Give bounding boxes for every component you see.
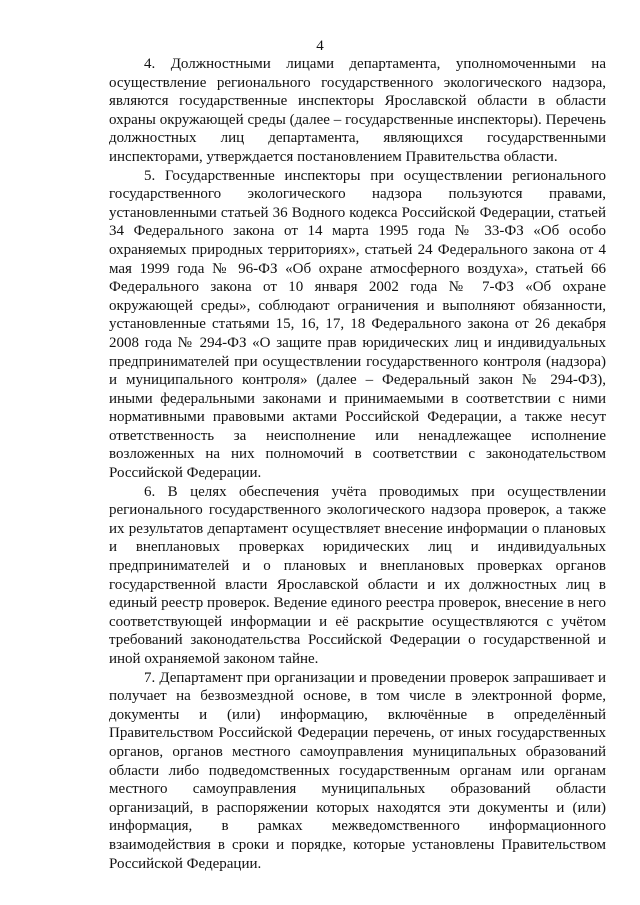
paragraph-5: 5. Государственные инспекторы при осуществлении регионального государственного экологического надзора пользуются правами, установленными статьей 36 Водного кодекса Российской Федерации, статьей 34 Федерального закона от 14 марта 1995 года № 33-ФЗ «Об особо охраняемых природных территориях», статьей 24 Федерального закона от 4 мая 1999 года № 96-ФЗ «Об охране атмосферного воздуха», статьей 66 Федерального закона от 10 января 2002 года № 7-ФЗ «Об охране окружающей среды», соблюдают ограничения и выполняют обязанности, установленные статьями 15, 16, 17, 18 Федерального закона от 26 декабря 2008 года № 294-ФЗ «О защите прав юридических лиц и индивидуальных предпринимателей при осуществлении государственного контроля (надзора) и муниципального контроля» (далее – Федеральный закон № 294-ФЗ), иными федеральными законами и принимаемыми в соответствии с ними нормативными правовыми актами Российской Федерации, а также несут ответственность за неисполнение или ненадлежащее исполнение возложенных на них полномочий в соответствии с законодательством Российской Федерации.	[109, 167, 606, 482]
paragraph-7: 7. Департамент при организации и проведении проверок запрашивает и получает на безвозмездной основе, в том числе в электронной форме, документы и (или) информацию, включённые в определённый Правительством Российской Федерации перечень, от иных государственных органов, органов местного самоуправления муниципальных образований области либо подведомственных государственным органам или органам местного самоуправления муниципальных образований области организаций, в распоряжении которых находятся эти документы и (или) информация, в рамках межведомственного информационного взаимодействия в сроки и порядке, которые установлены Правительством Российской Федерации.	[109, 669, 606, 872]
paragraph-4: 4. Должностными лицами департамента, уполномоченными на осуществление регионального государственного экологического надзора, являются государственные инспекторы Ярославской области в области охраны окружающей среды (далее – государственные инспекторы). Перечень должностных лиц департамента, являющихся государственными инспекторами, утверждается постановлением Правительства области.	[109, 56, 606, 165]
document-body	[109, 55, 606, 873]
page-number: 4	[316, 38, 324, 54]
paragraph-6: 6. В целях обеспечения учёта проводимых при осуществлении регионального государственного экологического надзора проверок, а также их результатов департамент осуществляет внесение информации о плановых и внеплановых проверках юридических лиц и индивидуальных предпринимателей и о плановых и внеплановых проверках органов государственной власти Ярославской области и их должностных лиц в единый реестр проверок. Ведение единого реестра проверок, внесение в него соответствующей информации и её раскрытие осуществляются с учётом требований законодательства Российской Федерации о государственной и иной охраняемой законом тайне.	[109, 483, 606, 667]
